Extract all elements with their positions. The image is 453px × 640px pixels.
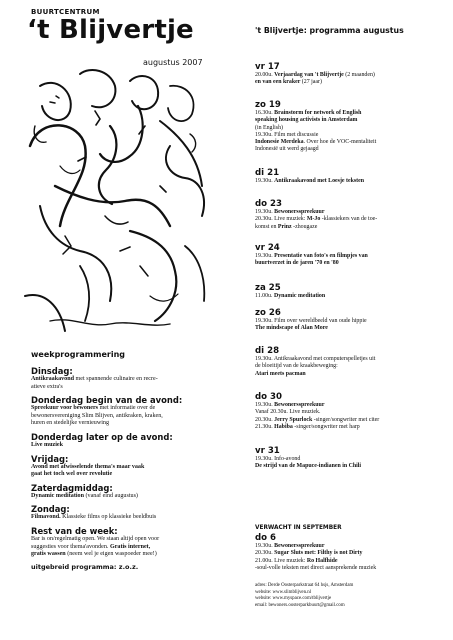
day-label: za 25 (255, 283, 281, 293)
text-line (31, 493, 235, 501)
text-line (255, 178, 451, 185)
text-segment: 21.00u. Live muziek: (255, 557, 307, 564)
text-segment: 19.30u. Antikraakavond met computerspelletjes uit (255, 356, 376, 362)
bold-text: The mindscape of Alan More (255, 325, 328, 332)
text-line (255, 463, 451, 470)
week-item (31, 454, 235, 479)
text-segment: 21.30u. (255, 423, 275, 430)
bold-text: Habiba (274, 423, 293, 430)
bold-text: gaat het toch wel over revolutie (31, 471, 113, 478)
text-line (31, 551, 235, 559)
bold-text: Antikraakavond met Loesje teksten (274, 178, 364, 184)
day-label: vr 31 (255, 446, 280, 456)
day-block (255, 168, 451, 185)
day-label: zo 26 (255, 308, 281, 318)
contact-line: adres: Derde Oosterparkstraat 64 hsjs, Amsterdam (255, 583, 354, 588)
week-item (31, 483, 235, 501)
bold-text: Verjaardag van 't Blijvertje (274, 72, 344, 78)
text-segment: Indonesië uit werd gejaagd (255, 146, 319, 153)
text-line (255, 565, 451, 572)
text-segment: 20.30u. Live muziek: (255, 216, 307, 223)
text-segment: 19.30u. Film met discussie (255, 131, 319, 138)
day-label: vr 17 (255, 62, 280, 72)
week-item-title: Vrijdag: (31, 453, 69, 464)
contact-line: website: www.slimblijven.nl (255, 589, 312, 595)
text-line (255, 558, 451, 565)
text-line (255, 117, 451, 124)
text-line (255, 139, 451, 146)
text-segment: met spannende culinaire en recre- (74, 376, 158, 382)
bold-text: Ro Halfhide (306, 557, 338, 564)
text-segment: 20.00u. (255, 72, 275, 78)
org-name: BUURTCENTRUM (31, 8, 100, 16)
day-label: zo 19 (255, 100, 281, 110)
bold-text: Filmavond. (31, 514, 61, 521)
text-line (31, 471, 235, 479)
text-line (255, 253, 451, 260)
day-label: do 30 (255, 392, 283, 402)
week-program (31, 350, 235, 571)
text-segment: 16.30u. (255, 110, 275, 116)
day-block-september (255, 533, 451, 572)
right-column (255, 0, 451, 640)
text-line (255, 456, 451, 463)
bold-text: Bewonersspreekuur (274, 402, 325, 408)
text-segment: -klassiekers van de toe- (320, 216, 378, 223)
bold-text: De strijd van de Mapuce-indianen in Chili (255, 463, 362, 470)
bold-text: Antikraakavond (31, 376, 75, 382)
day-block (255, 392, 451, 431)
day-block (255, 243, 451, 268)
text-line (255, 260, 451, 267)
week-item-title: Zaterdagmiddag: (31, 482, 113, 493)
text-segment: 19.30u. (255, 402, 275, 408)
text-segment: Klassieke films op klassieke beeldbuis (60, 514, 157, 521)
day-label: vr 24 (255, 243, 280, 253)
bold-text: Avond met afwisselende thema's maar vaak (31, 463, 145, 470)
text-line (255, 224, 451, 231)
text-segment: 19.30u. (255, 178, 275, 184)
week-item-title: Dinsdag: (31, 366, 73, 376)
text-line (255, 146, 451, 153)
day-label: do 23 (255, 199, 283, 209)
text-line (31, 413, 235, 421)
day-block (255, 283, 451, 300)
text-line (31, 536, 235, 544)
contact-line: website: www.myspace.com/tblijvertje (255, 596, 332, 602)
week-item-title: Rest van de week: (31, 525, 118, 536)
text-line (31, 464, 235, 472)
text-segment: met informatie over de (98, 405, 156, 412)
bold-text: Bewonersspreekuur (274, 543, 325, 549)
text-line (31, 420, 235, 428)
week-item (31, 432, 235, 450)
text-line (255, 550, 451, 557)
week-item-title: Zondag: (31, 504, 70, 515)
text-line (255, 363, 451, 370)
page-title: ‘t Blijvertje (27, 15, 194, 45)
text-line (255, 417, 451, 424)
text-line (255, 79, 451, 86)
text-segment: (vanaf eind augustus) (83, 492, 138, 499)
text-segment: huren en stedelijke vernieuwing (31, 420, 110, 427)
bold-text: gratis wassen (31, 551, 66, 558)
text-line (31, 442, 235, 450)
day-block (255, 199, 451, 231)
text-segment: -zhougaze (291, 223, 318, 230)
bold-text: Sugar Sluts met: Filthy is not Dirty (274, 550, 363, 557)
bold-text: Brainstorm for network of English (274, 110, 362, 116)
text-segment: 19.30u. (255, 253, 275, 259)
bold-text: Atari meets pacman (255, 370, 306, 377)
bold-text: Jerry Spurlock (274, 416, 313, 423)
text-line (255, 356, 451, 363)
text-segment: 11.00u. (255, 293, 274, 299)
bold-text: Gratis internet, (109, 543, 151, 550)
text-segment: (2 maanden) (343, 72, 375, 78)
text-segment: suggesties voor thema'avonden. (31, 543, 110, 550)
text-line (31, 514, 235, 522)
day-label: di 28 (255, 346, 280, 356)
text-line (255, 125, 451, 132)
text-line (255, 216, 451, 223)
week-program-footer: uitgebreid programma: z.o.z. (31, 562, 139, 571)
bold-text: Presentatie van foto's en filmpjes van (274, 253, 368, 259)
bold-text: Prinz (277, 223, 292, 230)
text-segment: Bar is on/regelmatig open. We staan altijd open voor (31, 535, 160, 542)
text-line (255, 318, 451, 325)
text-line (31, 544, 235, 552)
text-segment: 19.30u. Info-avond (255, 456, 301, 462)
contact-line: email: bewoners.oosterparkbuurt@gmail.com (255, 602, 345, 608)
week-program-heading: weekprogrammering (31, 350, 126, 359)
day-label: di 21 (255, 168, 280, 178)
september-heading: VERWACHT IN SEPTEMBER (255, 525, 342, 531)
text-segment: komst en (255, 223, 278, 230)
week-item (31, 395, 235, 428)
week-item-title: Donderdag begin van de avond: (31, 395, 183, 406)
text-segment: 20.30u. (255, 416, 275, 423)
week-item (31, 366, 235, 391)
day-block (255, 62, 451, 87)
text-line (255, 110, 451, 117)
text-segment: Vanaf 20.30u. Live muziek. (255, 409, 321, 416)
text-line (31, 376, 235, 384)
text-line (255, 209, 451, 216)
day-label: do 6 (255, 533, 277, 543)
text-segment: 19.30u. (255, 543, 275, 549)
bold-text: Dynamic meditation (273, 293, 326, 299)
day-block (255, 446, 451, 471)
day-block (255, 308, 451, 333)
month-label: augustus 2007 (143, 58, 203, 67)
bold-text: Live muziek (31, 441, 63, 448)
text-segment: 19.30u. Film over wereldbeeld van oude hippie (255, 318, 367, 324)
text-line (255, 325, 451, 332)
text-segment: (neem wel je eigen waspoeder mee!) (65, 551, 157, 558)
program-heading: 't Blijvertje: programma augustus (255, 26, 404, 35)
text-line (255, 293, 451, 300)
text-segment: 19.30u. (255, 209, 275, 215)
day-block (255, 346, 451, 378)
week-item (31, 526, 235, 559)
bold-text: M-Jo (306, 216, 321, 223)
text-line (255, 424, 451, 431)
day-block (255, 100, 451, 154)
bold-text: speaking housing activists in Amsterdam (255, 117, 358, 124)
bold-text: buurtverzet in de jaren '70 en '80 (255, 260, 339, 267)
text-line (255, 409, 451, 416)
text-line (255, 132, 451, 139)
text-line (31, 405, 235, 413)
text-segment: bewonersvereniging Slim Blijven, antikraken, kraken, (31, 412, 163, 419)
week-item-title: Donderdag later op de avond: (31, 431, 173, 442)
text-segment: -singer/songwriter met harp (292, 423, 360, 430)
bold-text: Bewonersspreekuur (274, 209, 325, 215)
contact-info (255, 583, 353, 609)
bold-text: Dynamic meditation (31, 492, 84, 499)
text-line (31, 384, 235, 392)
text-segment: 20.30u. (255, 550, 275, 557)
bold-text: Indonesie Merdeka (255, 139, 304, 146)
text-line (255, 371, 451, 378)
text-segment: . Over hoe de VOC-mentaliteit (303, 139, 377, 146)
bold-text: en van een kraker (255, 79, 301, 86)
crowd-illustration (20, 66, 212, 336)
text-segment: (27 jaar) (300, 79, 322, 86)
text-segment: atieve extra's (31, 383, 63, 390)
text-segment: de bloeitijd van de kraakbeweging: (255, 363, 338, 370)
text-segment: (in English) (255, 124, 283, 131)
bold-text: Spreekuur voor bewoners (31, 405, 99, 412)
text-line (255, 543, 451, 550)
text-segment: -singer/songwriter met citer (312, 416, 380, 423)
text-segment: -soul-volle teksten met direct aansprekende muziek (255, 564, 377, 571)
week-item (31, 504, 235, 522)
